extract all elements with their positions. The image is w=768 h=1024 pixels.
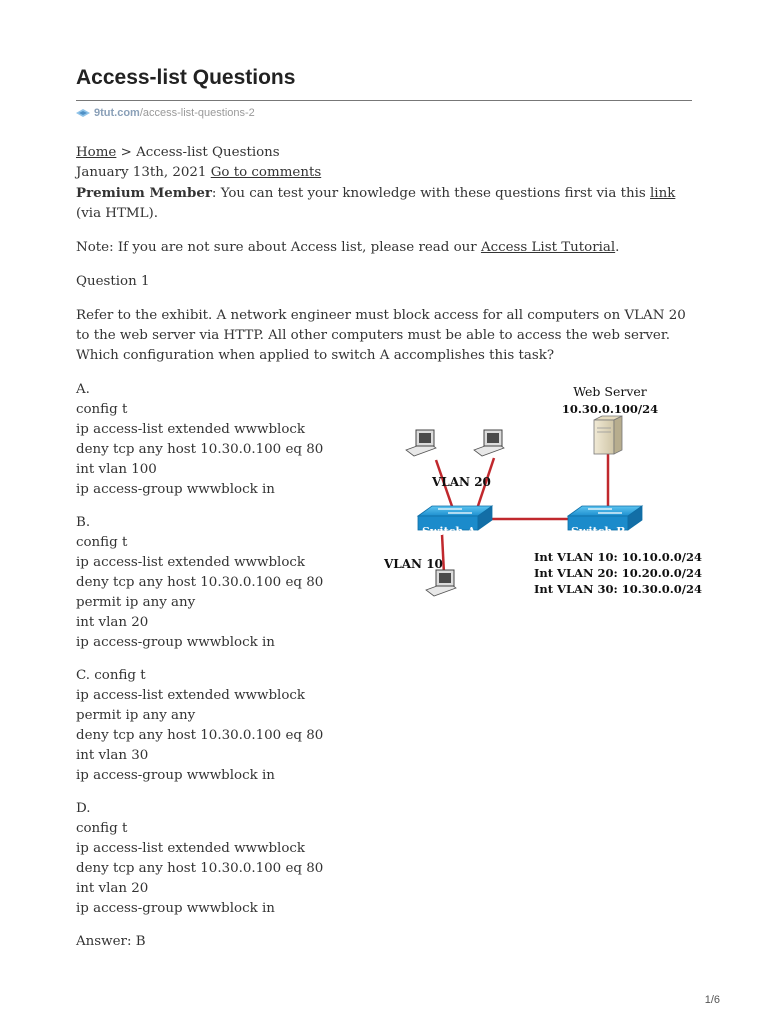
post-date: January 13th, 2021 [76,165,207,180]
premium-text: : You can test your knowledge with these questions first via this [211,186,650,201]
option-b [76,513,376,653]
source-url[interactable] [76,107,255,119]
option-line: int vlan 100 [76,462,157,477]
title-divider [76,100,692,101]
option-label: A. [76,382,90,397]
computer-icon [474,430,504,456]
option-line: deny tcp any host 10.30.0.100 eq 80 [76,442,324,457]
post-meta [76,163,696,183]
source-path: /access-list-questions-2 [139,107,255,119]
server-icon [594,416,622,454]
comments-link[interactable]: Go to comments [210,165,322,180]
option-line: int vlan 20 [76,615,149,630]
option-line: config t [76,821,128,836]
option-label: C. config t [76,668,146,683]
option-line: int vlan 20 [76,881,149,896]
option-label: B. [76,515,91,530]
breadcrumb-home-link[interactable]: Home [76,145,117,160]
note-text: Note: If you are not sure about Access list, please read our [76,240,481,255]
answer: Answer: B [76,934,146,949]
option-label: D. [76,801,91,816]
page-title: Access-list Questions [76,66,296,89]
int-vlan-10-label: Int VLAN 10: 10.10.0.0/24 [534,550,702,564]
int-vlan-20-label: Int VLAN 20: 10.20.0.0/24 [534,566,702,580]
note-end: . [615,240,620,255]
option-c [76,666,376,786]
vlan20-label: VLAN 20 [432,475,491,489]
network-diagram [378,378,708,618]
option-line: permit ip any any [76,595,196,610]
option-line: ip access-list extended wwwblock [76,555,306,570]
page-number: 1/6 [704,994,720,1006]
question-text: Refer to the exhibit. A network engineer must block access for all computers on VLAN 20 to the web server via HTTP. All other computers must be able to access the web server. Which configuration when applied to switch A accomplishes this task? [76,308,686,363]
breadcrumb-separator: > [116,145,137,160]
option-line: permit ip any any [76,708,196,723]
option-line: config t [76,402,128,417]
premium-link[interactable]: link [650,186,676,201]
tutorial-link[interactable]: Access List Tutorial [480,240,616,255]
option-line: ip access-group wwwblock in [76,768,275,783]
option-line: ip access-list extended wwwblock [76,688,306,703]
option-line: ip access-group wwwblock in [76,901,275,916]
option-d [76,799,376,919]
web-server-ip: 10.30.0.100/24 [561,402,659,416]
computer-icon [426,570,456,596]
option-line: ip access-list extended wwwblock [76,841,306,856]
option-line: ip access-list extended wwwblock [76,422,306,437]
option-line: deny tcp any host 10.30.0.100 eq 80 [76,861,324,876]
option-line: deny tcp any host 10.30.0.100 eq 80 [76,575,324,590]
option-line: ip access-group wwwblock in [76,482,275,497]
source-host: 9tut.com [94,107,140,119]
option-line: ip access-group wwwblock in [76,635,275,650]
web-server-label: Web Server [573,384,647,399]
option-a [76,380,376,500]
tutorial-note [76,238,696,258]
switch-a-label: Switch A [422,525,476,538]
option-line: deny tcp any host 10.30.0.100 eq 80 [76,728,324,743]
question-heading: Question 1 [76,274,150,289]
bookmark-icon [76,109,90,117]
vlan10-label: VLAN 10 [384,557,443,571]
option-line: config t [76,535,128,550]
option-line: int vlan 30 [76,748,149,763]
premium-label: Premium Member [76,185,212,201]
int-vlan-30-label: Int VLAN 30: 10.30.0.0/24 [534,582,702,596]
premium-note [76,183,696,224]
switch-b-label: Switch B [571,525,626,538]
computer-icon [406,430,436,456]
breadcrumb-current: Access-list Questions [136,145,280,160]
premium-suffix: (via HTML). [76,206,159,221]
breadcrumb [76,143,696,163]
